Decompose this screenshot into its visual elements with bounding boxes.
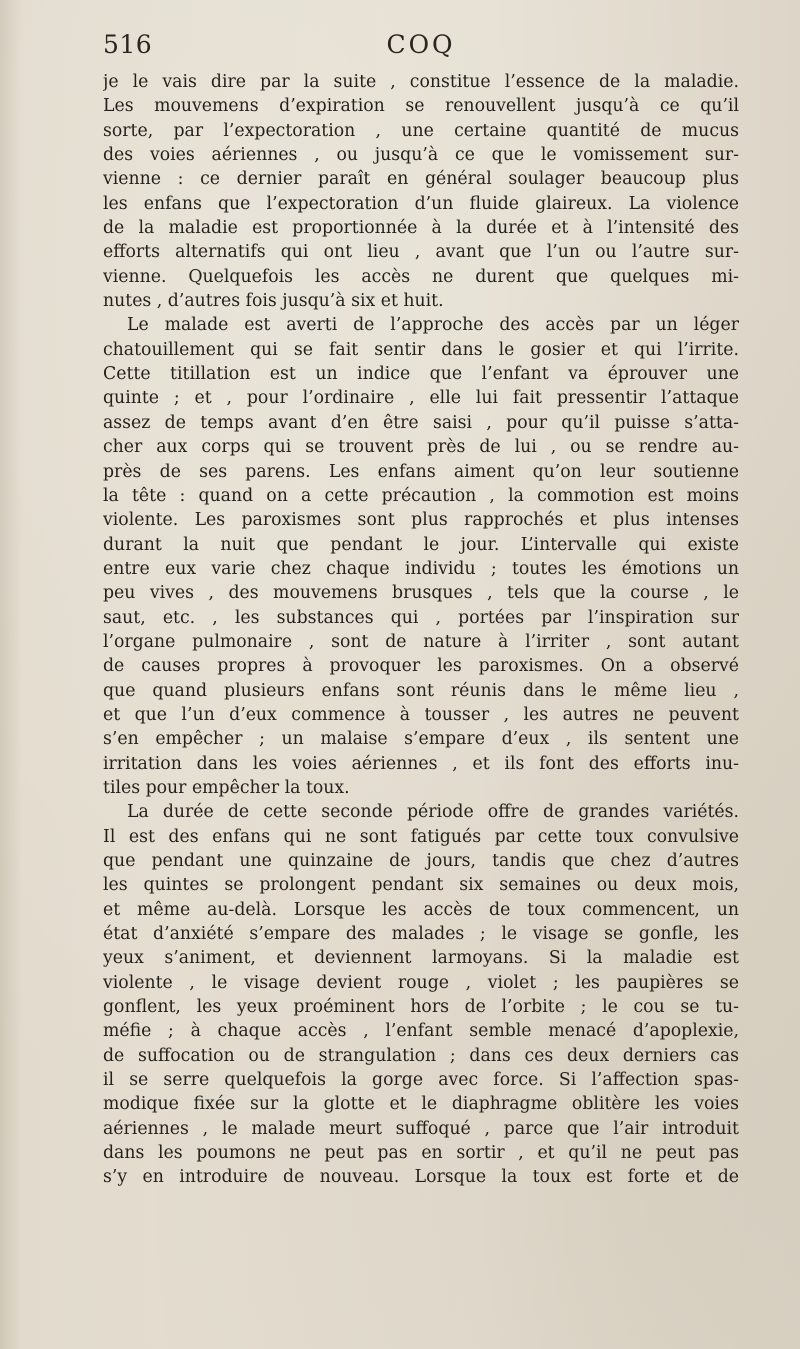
text-line: l’organe pulmonaire , sont de nature à l’irriter , sont autant: [103, 631, 739, 652]
paragraph: [103, 313, 739, 800]
text-line: de causes propres à provoquer les paroxismes. On a observé: [103, 656, 739, 677]
text-line: près de ses parens. Les enfans aiment qu’on leur soutienne: [103, 461, 739, 482]
text-line: méfie ; à chaque accès , l’enfant semble menacé d’apoplexie,: [103, 1021, 739, 1042]
text-line: sorte, par l’expectoration , une certaine quantité de mucus: [103, 120, 739, 141]
text-line: La durée de cette seconde période offre de grandes variétés.: [127, 802, 739, 823]
text-line: et même au-delà. Lorsque les accès de toux commencent, un: [103, 899, 739, 920]
text-line: saut, etc. , les substances qui , portées par l’inspiration sur: [103, 607, 739, 628]
text-line: que quand plusieurs enfans sont réunis dans le même lieu ,: [103, 680, 739, 701]
running-head: [103, 30, 739, 66]
text-line: aériennes , le malade meurt suffoqué , parce que l’air introduit: [103, 1118, 739, 1139]
body-text: [103, 70, 739, 1190]
text-line: modique fixée sur la glotte et le diaphragme oblitère les voies: [103, 1094, 739, 1115]
text-line: il se serre quelquefois la gorge avec force. Si l’affection spas-: [103, 1070, 739, 1091]
text-line: durant la nuit que pendant le jour. L’intervalle qui existe: [103, 534, 739, 555]
text-line: gonflent, les yeux proéminent hors de l’orbite ; le cou se tu-: [103, 997, 739, 1018]
text-line: s’en empêcher ; un malaise s’empare d’eux , ils sentent une: [103, 729, 739, 750]
text-line: chatouillement qui se fait sentir dans le gosier et qui l’irrite.: [103, 339, 739, 360]
text-line: Le malade est averti de l’approche des accès par un léger: [127, 315, 739, 336]
text-line: état d’anxiété s’empare des malades ; le visage se gonfle, les: [103, 924, 739, 945]
text-line: irritation dans les voies aériennes , et ils font des efforts inu-: [103, 753, 739, 774]
text-line: des voies aériennes , ou jusqu’à ce que le vomissement sur-: [103, 145, 739, 166]
page-number: 516: [103, 30, 153, 59]
text-line: cher aux corps qui se trouvent près de lui , ou se rendre au-: [103, 437, 739, 458]
paragraph: [103, 70, 739, 313]
text-line: efforts alternatifs qui ont lieu , avant que l’un ou l’autre sur-: [103, 242, 739, 263]
text-line: dans les poumons ne peut pas en sortir , et qu’il ne peut pas: [103, 1143, 739, 1164]
paragraph: [103, 800, 739, 1190]
text-line: violente. Les paroxismes sont plus rapprochés et plus intenses: [103, 510, 739, 531]
text-line: vienne. Quelquefois les accès ne durent que quelques mi-: [103, 266, 739, 287]
text-line: Les mouvemens d’expiration se renouvellent jusqu’à ce qu’il: [103, 96, 739, 117]
text-line: quinte ; et , pour l’ordinaire , elle lui fait pressentir l’attaque: [103, 388, 739, 409]
text-line: les enfans que l’expectoration d’un fluide glaireux. La violence: [103, 193, 739, 214]
text-line: vienne : ce dernier paraît en général soulager beaucoup plus: [103, 169, 739, 190]
text-line: violente , le visage devient rouge , violet ; les paupières se: [103, 972, 739, 993]
text-line: la tête : quand on a cette précaution , la commotion est moins: [103, 485, 739, 506]
text-line: que pendant une quinzaine de jours, tandis que chez d’autres: [103, 851, 739, 871]
text-line: je le vais dire par la suite , constitue l’essence de la maladie.: [103, 72, 739, 92]
text-line: s’y en introduire de nouveau. Lorsque la toux est forte et de: [103, 1167, 739, 1188]
text-line: les quintes se prolongent pendant six semaines ou deux mois,: [103, 875, 739, 896]
text-line: entre eux varie chez chaque individu ; toutes les émotions un: [103, 558, 739, 579]
text-line: et que l’un d’eux commence à tousser , les autres ne peuvent: [103, 704, 739, 725]
running-title: COQ: [386, 30, 456, 59]
text-line: yeux s’animent, et deviennent larmoyans. Si la maladie est: [103, 948, 739, 969]
text-line: de suffocation ou de strangulation ; dans ces deux derniers cas: [103, 1045, 739, 1066]
text-line: tiles pour empêcher la toux.: [103, 777, 350, 798]
text-line: de la maladie est proportionnée à la durée et à l’intensité des: [103, 218, 739, 239]
text-line: Cette titillation est un indice que l’enfant va éprouver une: [103, 364, 739, 385]
text-line: assez de temps avant d’en être saisi , pour qu’il puisse s’atta-: [103, 412, 739, 433]
text-line: nutes , d’autres fois jusqu’à six et huit.: [103, 291, 444, 312]
text-line: peu vives , des mouvemens brusques , tels que la course , le: [103, 583, 739, 604]
text-line: Il est des enfans qui ne sont fatigués par cette toux convulsive: [103, 826, 739, 847]
